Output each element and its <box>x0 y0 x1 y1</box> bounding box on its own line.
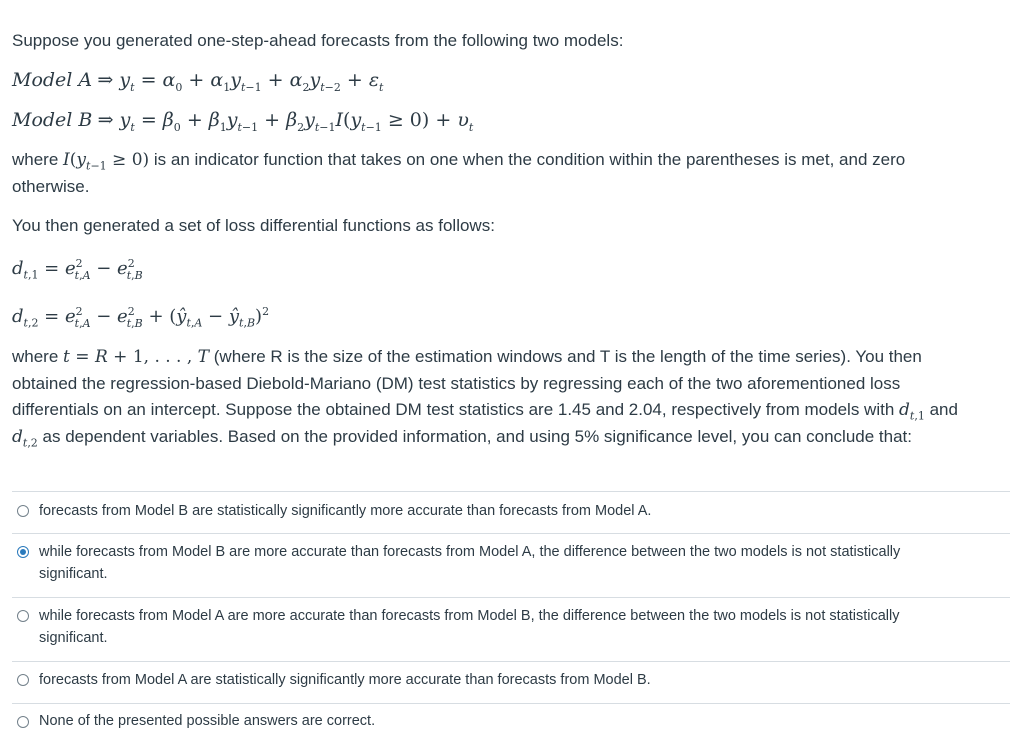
loss-intro: You then generated a set of loss differential functions as follows: <box>12 216 495 235</box>
answer-option-3[interactable] <box>12 597 1010 661</box>
para-line-4-text: as dependent variables. Based on the provided information, and using 5% significance level, you can conclude that: <box>42 427 912 446</box>
indicator-cont: otherwise. <box>12 177 90 196</box>
where-rest: (where R is the size of the estimation windows and T is the length of the time series). You then <box>213 347 922 366</box>
answer-label-cont: significant. <box>39 630 108 646</box>
answer-option-4[interactable] <box>12 661 1010 703</box>
question-intro: Suppose you generated one-step-ahead forecasts from the following two models: <box>12 31 624 50</box>
where-line: where t = R + 1, . . . , T (where R is the size of the estimation windows and T is the length of the time series). You then <box>12 347 922 367</box>
answer-label: forecasts from Model B are statistically significantly more accurate than forecasts from Model A. <box>39 503 652 519</box>
model-b-equation: Model B ⇒ $y_t = \beta_0 + \beta_1y_{t-1} + \beta_2y_{t-1}I(y_{t-1} \ge 0) + \upsilon_t$ <box>12 109 474 134</box>
indicator-text: is an indicator function that takes on one when the condition within the parentheses is met, and zero <box>153 150 906 169</box>
radio-button[interactable] <box>17 716 29 728</box>
answer-label: while forecasts from Model B are more accurate than forecasts from Model A, the difference between the two models is not statistically <box>39 544 901 560</box>
loss-d1-equation: $d_{t,1} = e^2_{t,A} - e^2_{t,B}$ <box>12 257 143 282</box>
radio-button[interactable] <box>17 610 29 622</box>
indicator-prefix: where <box>12 150 59 169</box>
radio-button[interactable] <box>17 505 29 517</box>
answer-option-2[interactable] <box>12 533 1010 597</box>
loss-d2-equation: $d_{t,2} = e^2_{t,A} - e^2_{t,B}$ + ($ŷ_{t,A}$ − $ŷ_{t,B})^2$ <box>12 305 270 330</box>
answer-label: while forecasts from Model A are more accurate than forecasts from Model B, the difference between the two models is not statistically <box>39 608 900 624</box>
para-line-3a: differentials on an intercept. Suppose the obtained DM test statistics are 1.45 and 2.04, respectively from models with <box>12 400 895 419</box>
where-prefix: where <box>12 347 59 366</box>
answer-label: forecasts from Model A are statistically significantly more accurate than forecasts from Model B. <box>39 672 651 688</box>
indicator-line: where $I(y_{t-1} \ge 0)$ is an indicator function that takes on one when the condition within the parentheses is met, and zero <box>12 150 906 173</box>
model-a-equation: Model A ⇒ $y_t = \alpha_0 + \alpha_1y_{t-1} + \alpha_2y_{t-2} + \varepsilon_t$ <box>12 69 384 94</box>
para-line-2: obtained the regression-based Diebold-Mariano (DM) test statistics by regressing each of the two aforementioned loss <box>12 374 901 393</box>
model-a-label: Model A <box>12 69 93 91</box>
answer-label: None of the presented possible answers are correct. <box>39 713 376 729</box>
answer-option-5[interactable] <box>12 703 1010 740</box>
para-line-3b: and <box>929 400 958 419</box>
answer-option-1[interactable] <box>12 491 1010 533</box>
radio-button[interactable] <box>17 674 29 686</box>
answer-list <box>12 491 1010 740</box>
answer-label-cont: significant. <box>39 566 108 582</box>
para-line-3: differentials on an intercept. Suppose the obtained DM test statistics are 1.45 and 2.04, respectively from models with $d_{t,1}$ and <box>12 400 958 423</box>
radio-button-selected[interactable] <box>17 546 29 558</box>
model-b-label: Model B <box>12 109 93 131</box>
para-line-4: $d_{t,2}$ as dependent variables. Based on the provided information, and using 5% significance level, you can conclude that: <box>12 427 912 450</box>
